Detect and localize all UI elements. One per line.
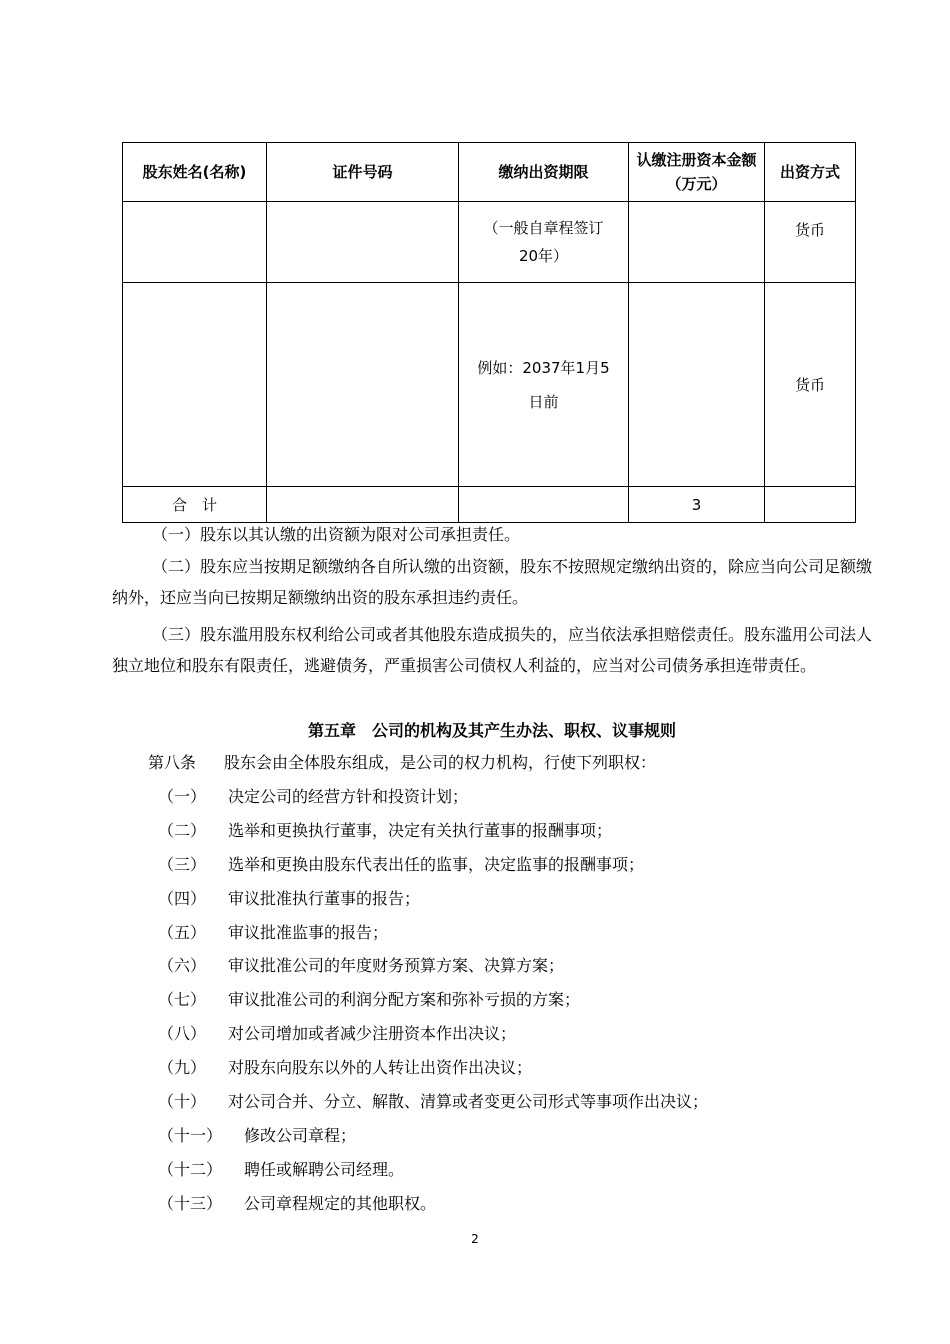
paragraph-abuse-liability: （三）股东滥用股东权利给公司或者其他股东造成损失的，应当依法承担赔偿责任。股东滥用公司法人独立地位和股东有限责任，逃避债务，严重损害公司债权人利益的，应当对公司债务承担连带责任。 <box>112 625 873 675</box>
item-text: 审议批准公司的利润分配方案和弥补亏损的方案； <box>228 990 581 1010</box>
article-text: 股东会由全体股东组成，是公司的权力机构，行使下列职权： <box>224 753 657 772</box>
list-item <box>158 1089 878 1123</box>
item-text: 修改公司章程； <box>244 1125 357 1145</box>
item-text: 聘任或解聘公司经理。 <box>244 1159 405 1179</box>
header-subscribed-capital: 认缴注册资本金额（万元） <box>629 143 765 202</box>
item-number: （七） <box>158 990 207 1010</box>
header-shareholder-name: 股东姓名(名称) <box>123 143 267 202</box>
item-number: （六） <box>158 956 207 976</box>
item-number: （十一） <box>158 1125 223 1145</box>
item-number: （八） <box>158 1024 207 1044</box>
item-text: 审议批准执行董事的报告； <box>228 888 421 908</box>
cell-contribution-method: 货币 <box>765 202 856 283</box>
list-item <box>158 920 878 954</box>
cell-shareholder-name <box>123 202 267 283</box>
cell-id-number <box>267 202 459 283</box>
cell-id-number <box>267 283 459 487</box>
total-label: 合 计 <box>123 487 267 523</box>
deadline-line: 20年） <box>518 247 569 265</box>
list-item <box>158 987 878 1021</box>
item-text: 审议批准公司的年度财务预算方案、决算方案； <box>228 956 565 976</box>
cell-contribution-method: 货币 <box>765 283 856 487</box>
item-number: （二） <box>158 820 207 840</box>
item-number: （五） <box>158 922 207 942</box>
chapter-heading <box>112 718 872 744</box>
list-item <box>158 784 878 818</box>
table-header-row <box>123 143 856 202</box>
item-number: （十二） <box>158 1159 223 1179</box>
item-text: 公司章程规定的其他职权。 <box>244 1193 437 1213</box>
item-number: （十三） <box>158 1193 223 1213</box>
page-number: 2 <box>471 1232 479 1246</box>
list-item <box>158 852 878 886</box>
item-number: （一） <box>158 787 207 806</box>
item-number: （九） <box>158 1058 207 1078</box>
article-eight <box>148 750 656 776</box>
item-number: （四） <box>158 888 207 908</box>
item-number: （三） <box>158 854 207 874</box>
table-row <box>123 202 856 283</box>
capital-contribution-table <box>122 142 856 523</box>
list-item <box>158 1055 878 1089</box>
cell-shareholder-name <box>123 283 267 487</box>
header-id-number: 证件号码 <box>267 143 459 202</box>
item-text: 对公司增加或者减少注册资本作出决议； <box>228 1024 517 1044</box>
table-total-row <box>123 487 856 523</box>
cell-payment-deadline <box>459 283 629 487</box>
item-text: 选举和更换由股东代表出任的监事，决定监事的报酬事项； <box>228 854 645 874</box>
item-number: （十） <box>158 1092 207 1112</box>
header-contribution-method: 出资方式 <box>765 143 856 202</box>
list-item <box>158 1191 878 1225</box>
item-text: 选举和更换执行董事，决定有关执行董事的报酬事项； <box>228 820 613 840</box>
list-item <box>158 886 878 920</box>
article-label: 第八条 <box>148 753 197 772</box>
total-empty <box>267 487 459 523</box>
cell-subscribed-capital <box>629 202 765 283</box>
list-item <box>158 818 878 852</box>
cell-subscribed-capital <box>629 283 765 487</box>
deadline-line: 日前 <box>528 392 559 411</box>
paragraph-payment-obligation: （二）股东应当按期足额缴纳各自所认缴的出资额，股东不按照规定缴纳出资的，除应当向公司足额缴纳外，还应当向已按期足额缴纳出资的股东承担违约责任。 <box>112 557 873 607</box>
list-item <box>158 953 878 987</box>
list-item <box>158 1157 878 1191</box>
total-empty <box>765 487 856 523</box>
chapter-number: 第五章 <box>307 721 356 740</box>
item-text: 审议批准监事的报告； <box>228 922 389 942</box>
chapter-title: 公司的机构及其产生办法、职权、议事规则 <box>372 721 677 740</box>
powers-list <box>158 784 878 1225</box>
cell-payment-deadline <box>459 202 629 283</box>
item-text: 决定公司的经营方针和投资计划； <box>228 787 469 806</box>
list-item <box>158 1021 878 1055</box>
paragraph-liability-limit: （一）股东以其认缴的出资额为限对公司承担责任。 <box>152 525 521 544</box>
item-text: 对公司合并、分立、解散、清算或者变更公司形式等事项作出决议； <box>228 1092 709 1112</box>
deadline-line: （一般自章程签订 <box>483 219 604 237</box>
deadline-line: 例如：2037年1月5 <box>477 358 610 377</box>
header-payment-deadline: 缴纳出资期限 <box>459 143 629 202</box>
item-text: 对股东向股东以外的人转让出资作出决议； <box>228 1058 533 1078</box>
table-row <box>123 283 856 487</box>
total-amount: 3 <box>629 487 765 523</box>
list-item <box>158 1123 878 1157</box>
total-empty <box>459 487 629 523</box>
